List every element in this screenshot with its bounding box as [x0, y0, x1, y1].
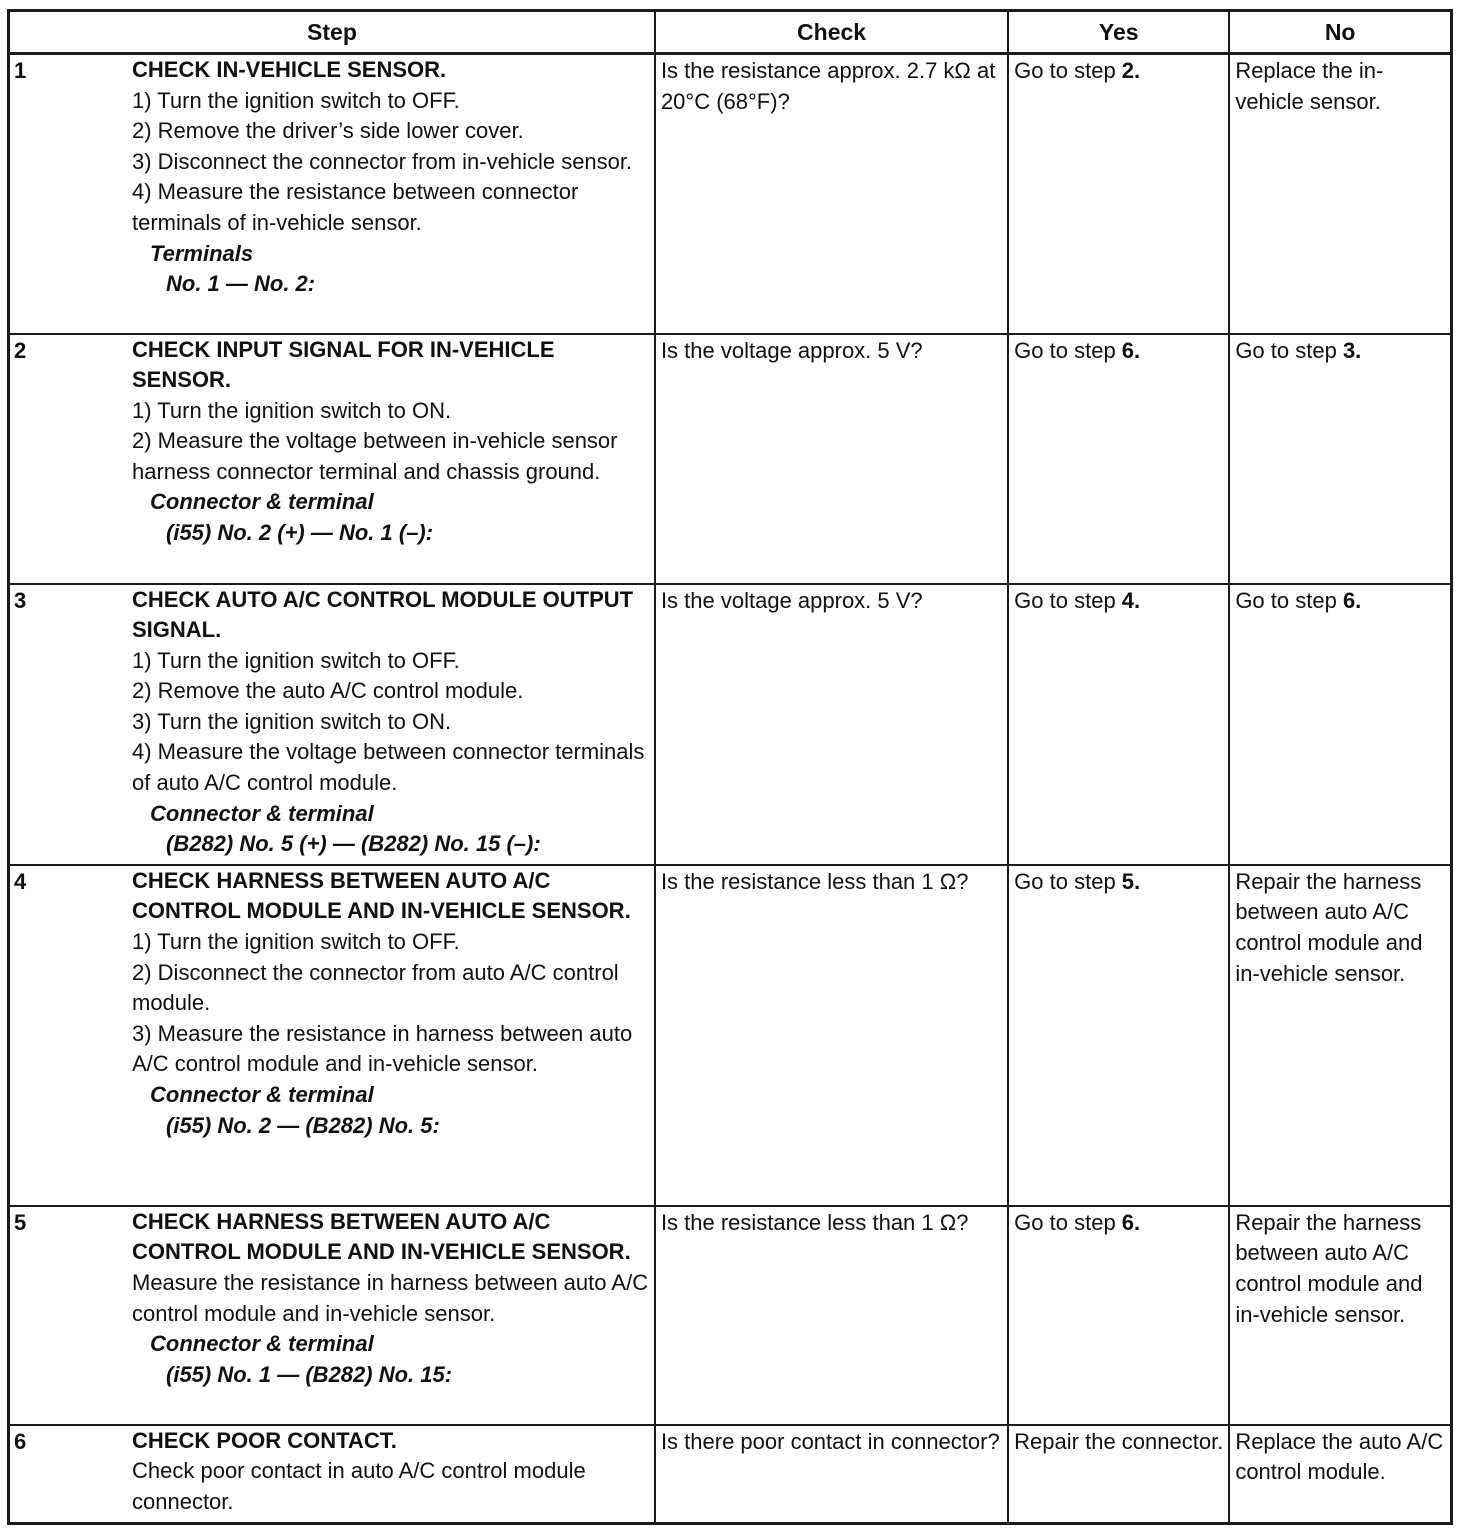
check-question: Is the resistance less than 1 Ω? — [660, 868, 969, 894]
table-row — [9, 1425, 1452, 1523]
step-cell — [9, 865, 655, 1206]
check-cell — [655, 1425, 1008, 1523]
no-cell — [1229, 584, 1451, 865]
spec-label: Connector & terminal — [150, 1331, 374, 1357]
step-number: 1 — [14, 58, 27, 83]
step-cell — [9, 334, 655, 584]
yes-cell — [1008, 334, 1229, 584]
step-instructions — [132, 396, 654, 488]
table-row — [9, 334, 1452, 584]
yes-cell — [1008, 584, 1229, 865]
step-instructions — [132, 927, 654, 1080]
header-yes: Yes — [1008, 11, 1229, 54]
check-question: Is the resistance approx. 2.7 kΩ at 20°C (68°F)? — [660, 58, 996, 114]
step-cell — [9, 1206, 655, 1425]
instruction-item: 1) Turn the ignition switch to OFF. — [132, 87, 460, 113]
yes-action: Go to step — [1014, 58, 1122, 83]
yes-cell — [1008, 54, 1229, 334]
no-cell — [1229, 865, 1451, 1206]
no-action: Go to step — [1235, 587, 1343, 613]
no-cell — [1229, 1206, 1451, 1425]
yes-action: Go to step — [1014, 337, 1122, 363]
no-step-ref: 3. — [1342, 337, 1362, 363]
instruction-item: 1) Turn the ignition switch to ON. — [132, 397, 452, 423]
check-cell — [655, 584, 1008, 865]
no-action: Go to step — [1235, 337, 1343, 363]
yes-action: Go to step — [1014, 868, 1122, 894]
spec-value: (i55) No. 2 (+) — No. 1 (–): — [166, 520, 434, 546]
yes-action: Repair the connector. — [1014, 1428, 1224, 1454]
step-number: 4 — [14, 868, 27, 894]
no-cell — [1229, 334, 1451, 584]
table-row — [9, 865, 1452, 1206]
yes-step-ref: 4. — [1121, 587, 1141, 613]
no-cell — [1229, 54, 1451, 334]
step-number: 2 — [14, 337, 27, 363]
step-title: CHECK HARNESS BETWEEN AUTO A/C CONTROL MODULE AND IN-VEHICLE SENSOR. — [132, 1208, 631, 1265]
check-question: Is the voltage approx. 5 V? — [660, 587, 923, 613]
check-question: Is there poor contact in connector? — [660, 1428, 1000, 1454]
step-title: CHECK POOR CONTACT. — [132, 1427, 397, 1453]
spec-label: Terminals — [150, 240, 254, 266]
diagnostic-procedure-table — [7, 9, 1453, 1525]
table-header-row — [9, 11, 1452, 54]
spec-label: Connector & terminal — [150, 1082, 374, 1107]
instruction-item: 4) Measure the resistance between connector terminals of in-vehicle sensor. — [132, 179, 579, 235]
instruction-item: 2) Measure the voltage between in-vehicle sensor harness connector terminal and chassis ground. — [132, 428, 618, 484]
instruction-item: 1) Turn the ignition switch to OFF. — [132, 929, 460, 955]
no-action: Repair the harness between auto A/C control module and in-vehicle sensor. — [1235, 1209, 1423, 1327]
step-cell — [9, 1425, 655, 1523]
yes-cell — [1008, 865, 1229, 1206]
table-row — [9, 584, 1452, 865]
no-action: Replace the auto A/C control module. — [1235, 1428, 1444, 1485]
step-title: CHECK IN-VEHICLE SENSOR. — [132, 57, 447, 82]
step-cell — [9, 584, 655, 865]
header-no: No — [1229, 11, 1451, 54]
instruction-item: 1) Turn the ignition switch to OFF. — [132, 647, 460, 673]
step-number: 6 — [14, 1428, 27, 1454]
yes-step-ref: 6. — [1121, 337, 1141, 363]
step-title: CHECK AUTO A/C CONTROL MODULE OUTPUT SIGNAL. — [132, 586, 634, 643]
check-cell — [655, 54, 1008, 334]
spec-value: (B282) No. 5 (+) — (B282) No. 15 (–): — [166, 831, 541, 857]
no-step-ref: 6. — [1342, 587, 1362, 613]
yes-action: Go to step — [1014, 587, 1122, 613]
instruction-item: 2) Remove the driver’s side lower cover. — [132, 118, 524, 144]
step-instructions — [132, 1268, 654, 1329]
check-cell — [655, 1206, 1008, 1425]
table-body — [9, 54, 1452, 1524]
spec-label: Connector & terminal — [150, 489, 374, 515]
no-cell — [1229, 1425, 1451, 1523]
no-action: Repair the harness between auto A/C control module and in-vehicle sensor. — [1235, 868, 1423, 986]
instruction-item: Measure the resistance in harness between auto A/C control module and in-vehicle sensor. — [132, 1270, 649, 1326]
instruction-item: 2) Disconnect the connector from auto A/C control module. — [132, 959, 619, 1016]
yes-step-ref: 2. — [1121, 58, 1141, 83]
spec-value: No. 1 — No. 2: — [166, 271, 316, 297]
step-number: 5 — [14, 1209, 27, 1235]
instruction-item: 3) Turn the ignition switch to ON. — [132, 708, 452, 734]
check-question: Is the voltage approx. 5 V? — [660, 337, 923, 363]
check-question: Is the resistance less than 1 Ω? — [660, 1209, 969, 1235]
spec-value: (i55) No. 2 — (B282) No. 5: — [166, 1112, 440, 1138]
spec-label: Connector & terminal — [150, 800, 374, 826]
table-row — [9, 1206, 1452, 1425]
check-cell — [655, 865, 1008, 1206]
yes-step-ref: 5. — [1121, 868, 1141, 894]
no-action: Replace the in-vehicle sensor. — [1235, 58, 1384, 114]
step-instructions — [132, 86, 654, 239]
header-step: Step — [9, 11, 655, 54]
instruction-item: 3) Disconnect the connector from in-vehicle sensor. — [132, 148, 633, 174]
step-title: CHECK HARNESS BETWEEN AUTO A/C CONTROL MODULE AND IN-VEHICLE SENSOR. — [132, 867, 631, 924]
header-check: Check — [655, 11, 1008, 54]
yes-action: Go to step — [1014, 1209, 1122, 1235]
step-cell — [9, 54, 655, 334]
instruction-item: Check poor contact in auto A/C control module connector. — [132, 1458, 586, 1515]
instruction-item: 4) Measure the voltage between connector terminals of auto A/C control module. — [132, 739, 645, 796]
table-row — [9, 54, 1452, 334]
step-instructions — [132, 646, 654, 799]
yes-step-ref: 6. — [1121, 1209, 1141, 1235]
step-number: 3 — [14, 587, 27, 613]
yes-cell — [1008, 1425, 1229, 1523]
yes-cell — [1008, 1206, 1229, 1425]
check-cell — [655, 334, 1008, 584]
step-title: CHECK INPUT SIGNAL FOR IN-VEHICLE SENSOR. — [132, 336, 555, 393]
step-instructions — [132, 1456, 654, 1517]
spec-value: (i55) No. 1 — (B282) No. 15: — [166, 1361, 453, 1387]
instruction-item: 2) Remove the auto A/C control module. — [132, 678, 524, 704]
instruction-item: 3) Measure the resistance in harness between auto A/C control module and in-vehicle sensor. — [132, 1020, 633, 1077]
